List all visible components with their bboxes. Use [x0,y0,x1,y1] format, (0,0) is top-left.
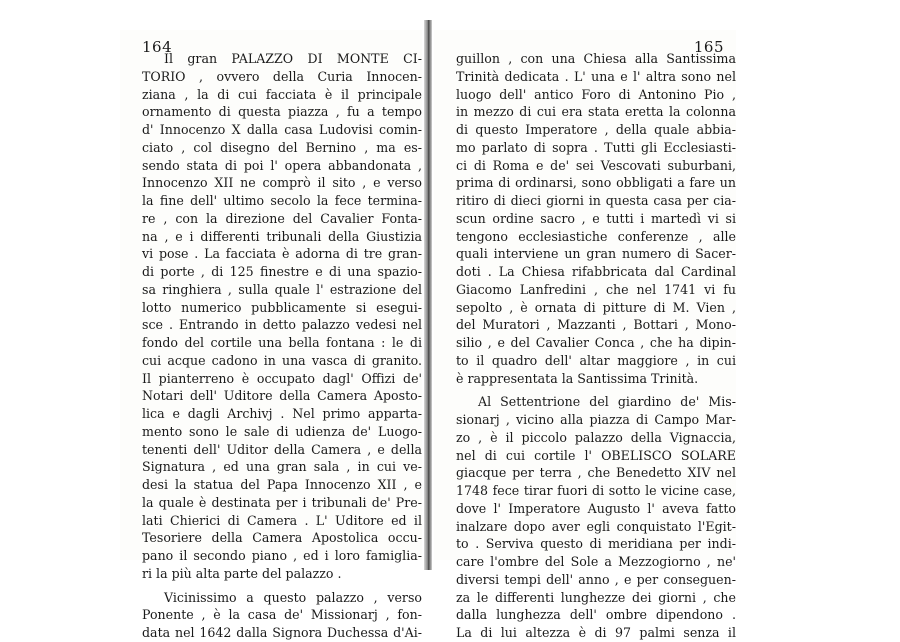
text-line: Signatura , ed una gran sala , in cui ve- [142,459,422,475]
text-line: quali interviene un gran numero di Sacer- [456,246,736,262]
text-line: ziana , la di cui facciata è il principale [142,86,422,102]
text-line: Ponente , è la casa de' Missionarj , fon- [142,607,422,623]
text-line: ri la più alta parte del palazzo . [142,565,342,581]
text-line: zo , è il piccolo palazzo della Vignaccia, [456,429,736,445]
text-line: tengono ecclesiastiche conferenze , alle [456,228,736,244]
text-line: data nel 1642 dalla Signora Duchessa d'Ai- [142,625,422,640]
text-line: na , e i differenti tribunali della Giustizia [142,228,422,244]
book-gutter [424,20,432,570]
text-line: inalzare dopo aver egli conquistato l'Egit- [456,518,736,534]
text-line: Al Settentrione del giardino de' Mis- [478,394,736,410]
text-line: doti . La Chiesa rifabbricata dal Cardinal [456,264,736,279]
page-number-right: 165 [693,38,724,56]
right-page-text [456,50,736,642]
text-line: mo parlato di sopra . Tutti gli Ecclesiasti- [456,139,736,155]
text-line: dove l' Imperatore Augusto l' aveva fatto [456,500,736,516]
text-line: TORIO , ovvero della Curia Innocen- [142,68,422,84]
text-line: sendo stata di poi l' opera abbandonata , [142,157,422,173]
left-page [120,30,422,640]
text-line: nel di cui cortile l' OBELISCO SOLARE [456,447,736,463]
text-line: desi la statua del Papa Innocenzo XII , e [142,477,422,492]
text-line: la fine dell' ultimo secolo la fece termina- [142,193,422,208]
text-line: Il gran PALAZZO DI MONTE CI- [164,51,422,66]
text-line: ornamento di questa piazza , fu a tempo [142,104,422,120]
text-line: sce . Entrando in detto palazzo vedesi nel [142,317,422,333]
text-line: è rappresentata la Santissima Trinità. [456,370,699,386]
text-line: mento sono le sale di udienza de' Luogo- [142,423,422,439]
text-line: to il quadro dell' altar maggiore , in cui [456,352,736,368]
text-line: vi pose . La facciata è adorna di tre gran- [142,246,422,262]
text-line: ritiro di dieci giorni in questa casa per cia- [456,193,736,208]
text-line: giacque per terra , che Benedetto XIV nel [456,465,736,481]
text-line: cui acque cadono in una vasca di granito. [142,352,422,368]
text-line: silio , e del Cavalier Conca , che ha dipin- [456,335,736,350]
text-line: di porte , di 125 finestre e di una spazio- [142,264,422,279]
text-line: re , con la direzione del Cavalier Fonta- [142,210,422,226]
text-line: 1748 fece tirar fuori di sotto le vicine case, [456,483,736,498]
page-number-left: 164 [142,38,173,56]
text-line: luogo dell' antico Foro di Antonino Pio , [456,86,736,102]
text-line: tenenti dell' Uditor della Camera , e della [142,441,422,457]
text-line: scun ordine sacro , e tutti i martedì vi si [456,210,736,226]
text-line: Giacomo Lanfredini , che nel 1741 vi fu [456,281,736,297]
text-line: Vicinissimo a questo palazzo , verso [164,589,422,605]
left-page-text [142,50,422,642]
text-line: lotto numerico pubblicamente si esegui- [142,299,422,315]
text-line: sa ringhiera , sulla quale l' estrazione del [142,281,422,297]
text-line: za le differenti lunghezze dei giorni , che [456,589,736,605]
text-line: Tesoriere della Camera Apostolica occu- [142,530,422,546]
text-line: Il pianterreno è occupato dagl' Offizi de' [142,370,422,386]
text-line: fondo del cortile una bella fontana : le di [142,335,422,350]
text-line: guillon , con una Chiesa alla Santissima [456,51,736,66]
text-line: ci di Roma e de' sei Vescovati suburbani, [456,157,736,173]
text-line: la quale è destinata per i tribunali de' Pre- [142,494,422,510]
text-line: prima di ordinarsi, sono obbligati a fare un [456,175,736,191]
text-line: diversi tempi dell' anno , e per conseguen- [456,571,736,587]
text-line: Innocenzo XII ne comprò il sito , e verso [142,175,422,191]
text-line: pano il secondo piano , ed i loro famiglia- [142,548,422,563]
text-line: di questo Imperatore , della quale abbia- [456,122,736,137]
right-page [434,30,736,640]
text-line: ciato , col disegno del Bernino , ma es- [142,139,422,155]
text-line: lica e dagli Archivj . Nel primo apparta- [142,406,422,421]
text-line: to . Serviva questo di meridiana per indi- [456,536,736,552]
text-line: lati Chierici di Camera . L' Uditore ed il [142,512,422,528]
text-line: La di lui altezza è di 97 palmi senza il [456,625,736,640]
text-line: care l'ombre del Sole a Mezzogiorno , ne' [456,554,736,569]
text-line: dalla lunghezza dell' ombre dipendono . [456,607,736,623]
text-line: Notari dell' Uditore della Camera Aposto- [142,388,422,404]
text-line: sepolto , è ornata di pitture di M. Vien , [456,299,736,315]
text-line: Trinità dedicata . L' una e l' altra sono nel [456,68,736,84]
text-line: sionarj , vicino alla piazza di Campo Mar- [456,412,736,427]
text-line: del Muratori , Mazzanti , Bottari , Mono- [456,317,736,333]
text-line: d' Innocenzo X dalla casa Ludovisi comin- [142,122,422,137]
text-line: in mezzo di cui era stata eretta la colonna [456,104,736,120]
